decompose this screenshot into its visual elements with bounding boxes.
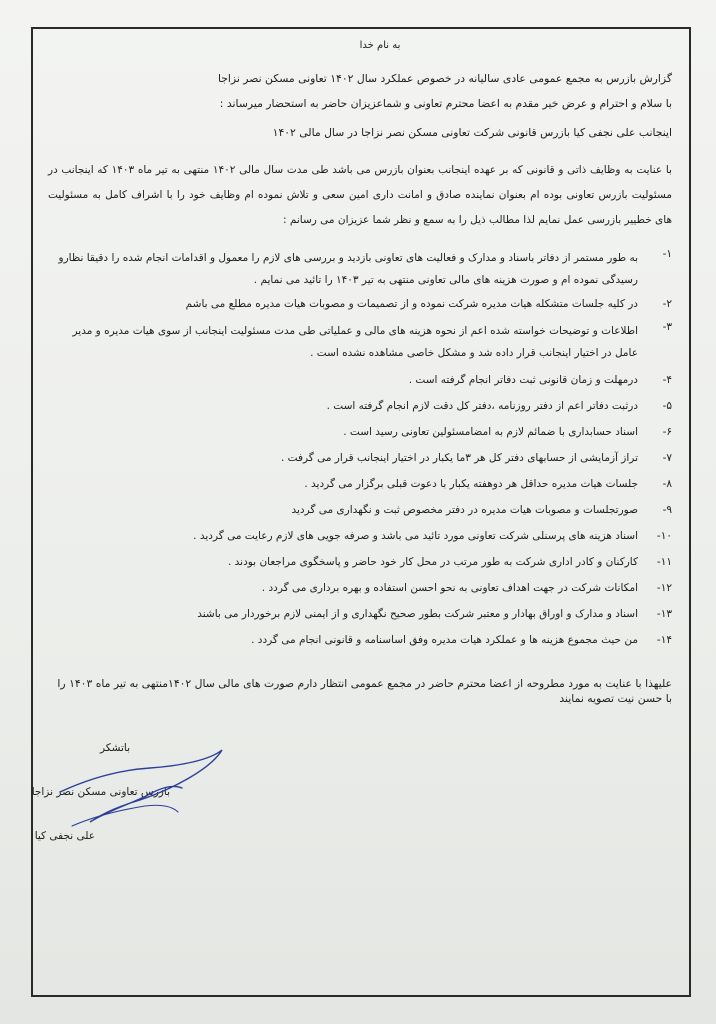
item-number: ۱۳- (656, 608, 672, 620)
item-text: اسناد و مدارک و اوراق بهادار و معتبر شرکت بطور صحیح نگهداری و از ایمنی لازم برخوردار می باشند (197, 608, 638, 620)
list-item (48, 581, 672, 607)
item-number: ۴- (662, 374, 672, 386)
closing-paragraph: علیهذا با عنایت به مورد مطروحه از اعضا محترم حاضر در مجمع عمومی انتظار دارم صورت های مالی سال ۱۴۰۲منتهی به تیر ماه ۱۴۰۳ را با حسن نیت تصویه نمایند (57, 677, 672, 705)
list-item (48, 297, 672, 312)
item-text: من حیث مجموع هزینه ها و عملکرد هیات مدیره وفق اساسنامه و قانونی انجام می گردد . (251, 634, 638, 646)
item-number: ۱۲- (656, 582, 672, 594)
item-text: به طور مستمر از دفاتر باسناد و مدارک و فعالیت های تعاونی بازدید و بررسی های لازم را معمول و اقدامات انجام شده را دقیقا نظارو رسیدگی نموده ام و صورت هزینه های مالی تعاونی منتهی به تیر ۱۴۰۳ را تائید می نمایم . (58, 252, 638, 286)
list-item (48, 451, 672, 477)
item-number: ۱۱- (656, 556, 672, 568)
list-item (48, 399, 672, 425)
intro-line: اینجانب علی نجفی کیا بازرس قانونی شرکت تعاونی مسکن نصر نزاجا در سال مالی ۱۴۰۲ (272, 126, 672, 139)
opening-paragraph: با عنایت به وظایف ذاتی و قانونی که بر عهده اینجانب بعنوان بازرس می باشد طی مدت سال مالی ۱۴۰۲ منتهی به تیر ماه ۱۴۰۳ که اینجانب در مسئولیت بازرس تعاونی بوده ام بعنوان نماینده صادق و امانت داری امین سعی و تلاش نموده ام وظایف خود را با اشراف کامل به مسئولیت های خطییر بازرسی عمل نمایم لذا مطالب ذیل را به سمع و نظر شما عزیزان می رسانم : (48, 164, 672, 226)
item-number: ۱- (662, 248, 672, 260)
list-item (48, 555, 672, 581)
item-text: اسناد حسابداری با ضمائم لازم به امضامسئولین تعاونی رسید است . (343, 426, 638, 438)
item-number: ۸- (662, 478, 672, 490)
item-number: ۹- (662, 504, 672, 516)
item-text: اسناد هزینه های پرسنلی شرکت تعاونی مورد تائید می باشد و صرفه جویی های لازم رعایت می گردید . (193, 530, 638, 542)
item-text: اطلاعات و توضیحات خواسته شده اعم از نحوه هزینه های مالی و عملیاتی طی مدت مسئولیت اینجانب از سوی هیات مدیره و مدیر عامل در اختیار اینجانب قرار داده شد و مشکل خاصی مشاهده نشده است . (72, 325, 638, 359)
item-number: ۳- (662, 321, 672, 333)
signoff-role: بازرس تعاونی مسکن نصر نزاجا (31, 786, 170, 798)
list-item (48, 425, 672, 451)
item-text: امکانات شرکت در جهت اهداف تعاونی به نحو احسن استفاده و بهره برداری می گردد . (261, 582, 638, 594)
item-number: ۱۰- (656, 530, 672, 542)
item-number: ۷- (662, 452, 672, 464)
findings-list (48, 247, 672, 659)
item-text: در کلیه جلسات متشکله هیات مدیره شرکت نموده و از تصمیمات و مصوبات هیات مدیره مطلع می باشم (185, 298, 638, 310)
item-text: درثبت دفاتر اعم از دفتر روزنامه ،دفتر کل دقت لازم انجام گرفته است . (326, 400, 638, 412)
report-title: گزارش بازرس به مجمع عمومی عادی سالیانه در خصوص عملکرد سال ۱۴۰۲ تعاونی مسکن نصر نزاجا (217, 72, 672, 85)
item-text: درمهلت و زمان قانونی ثبت دفاتر انجام گرفته است . (408, 374, 638, 386)
handwritten-signature (50, 730, 230, 840)
signoff-name: علی نجفی کیا (34, 830, 95, 842)
item-number: ۶- (662, 426, 672, 438)
list-item (48, 320, 672, 364)
item-number: ۵- (662, 400, 672, 412)
list-item (48, 529, 672, 555)
greeting-line: با سلام و احترام و عرض خیر مقدم به اعضا محترم تعاونی و شماعزیزان حاضر به استحضار میرساند : (219, 97, 672, 110)
report-body (48, 38, 672, 706)
list-item (48, 247, 672, 291)
item-text: صورتجلسات و مصوبات هیات مدیره در دفتر مخصوص ثبت و نگهداری می گردید (291, 504, 638, 516)
basmala: به نام خدا (359, 40, 401, 51)
list-item (48, 477, 672, 503)
item-text: جلسات هیات مدیره حداقل هر دوهفته یکبار با دعوت قبلی برگزار می گردید . (304, 478, 638, 490)
list-item (48, 503, 672, 529)
signoff-thanks: باتشکر (99, 742, 130, 754)
item-number: ۱۴- (656, 634, 672, 646)
item-text: کارکنان و کادر اداری شرکت به طور مرتب در محل کار خود حاضر و پاسخگوی مراجعان بودند . (227, 556, 638, 568)
item-number: ۲- (662, 298, 672, 310)
list-item (48, 373, 672, 399)
list-item (48, 633, 672, 659)
list-item (48, 607, 672, 633)
item-text: تراز آزمایشی از حسابهای دفتر کل هر ۳ما یکبار در اختیار اینجانب قرار می گرفت . (280, 452, 638, 464)
